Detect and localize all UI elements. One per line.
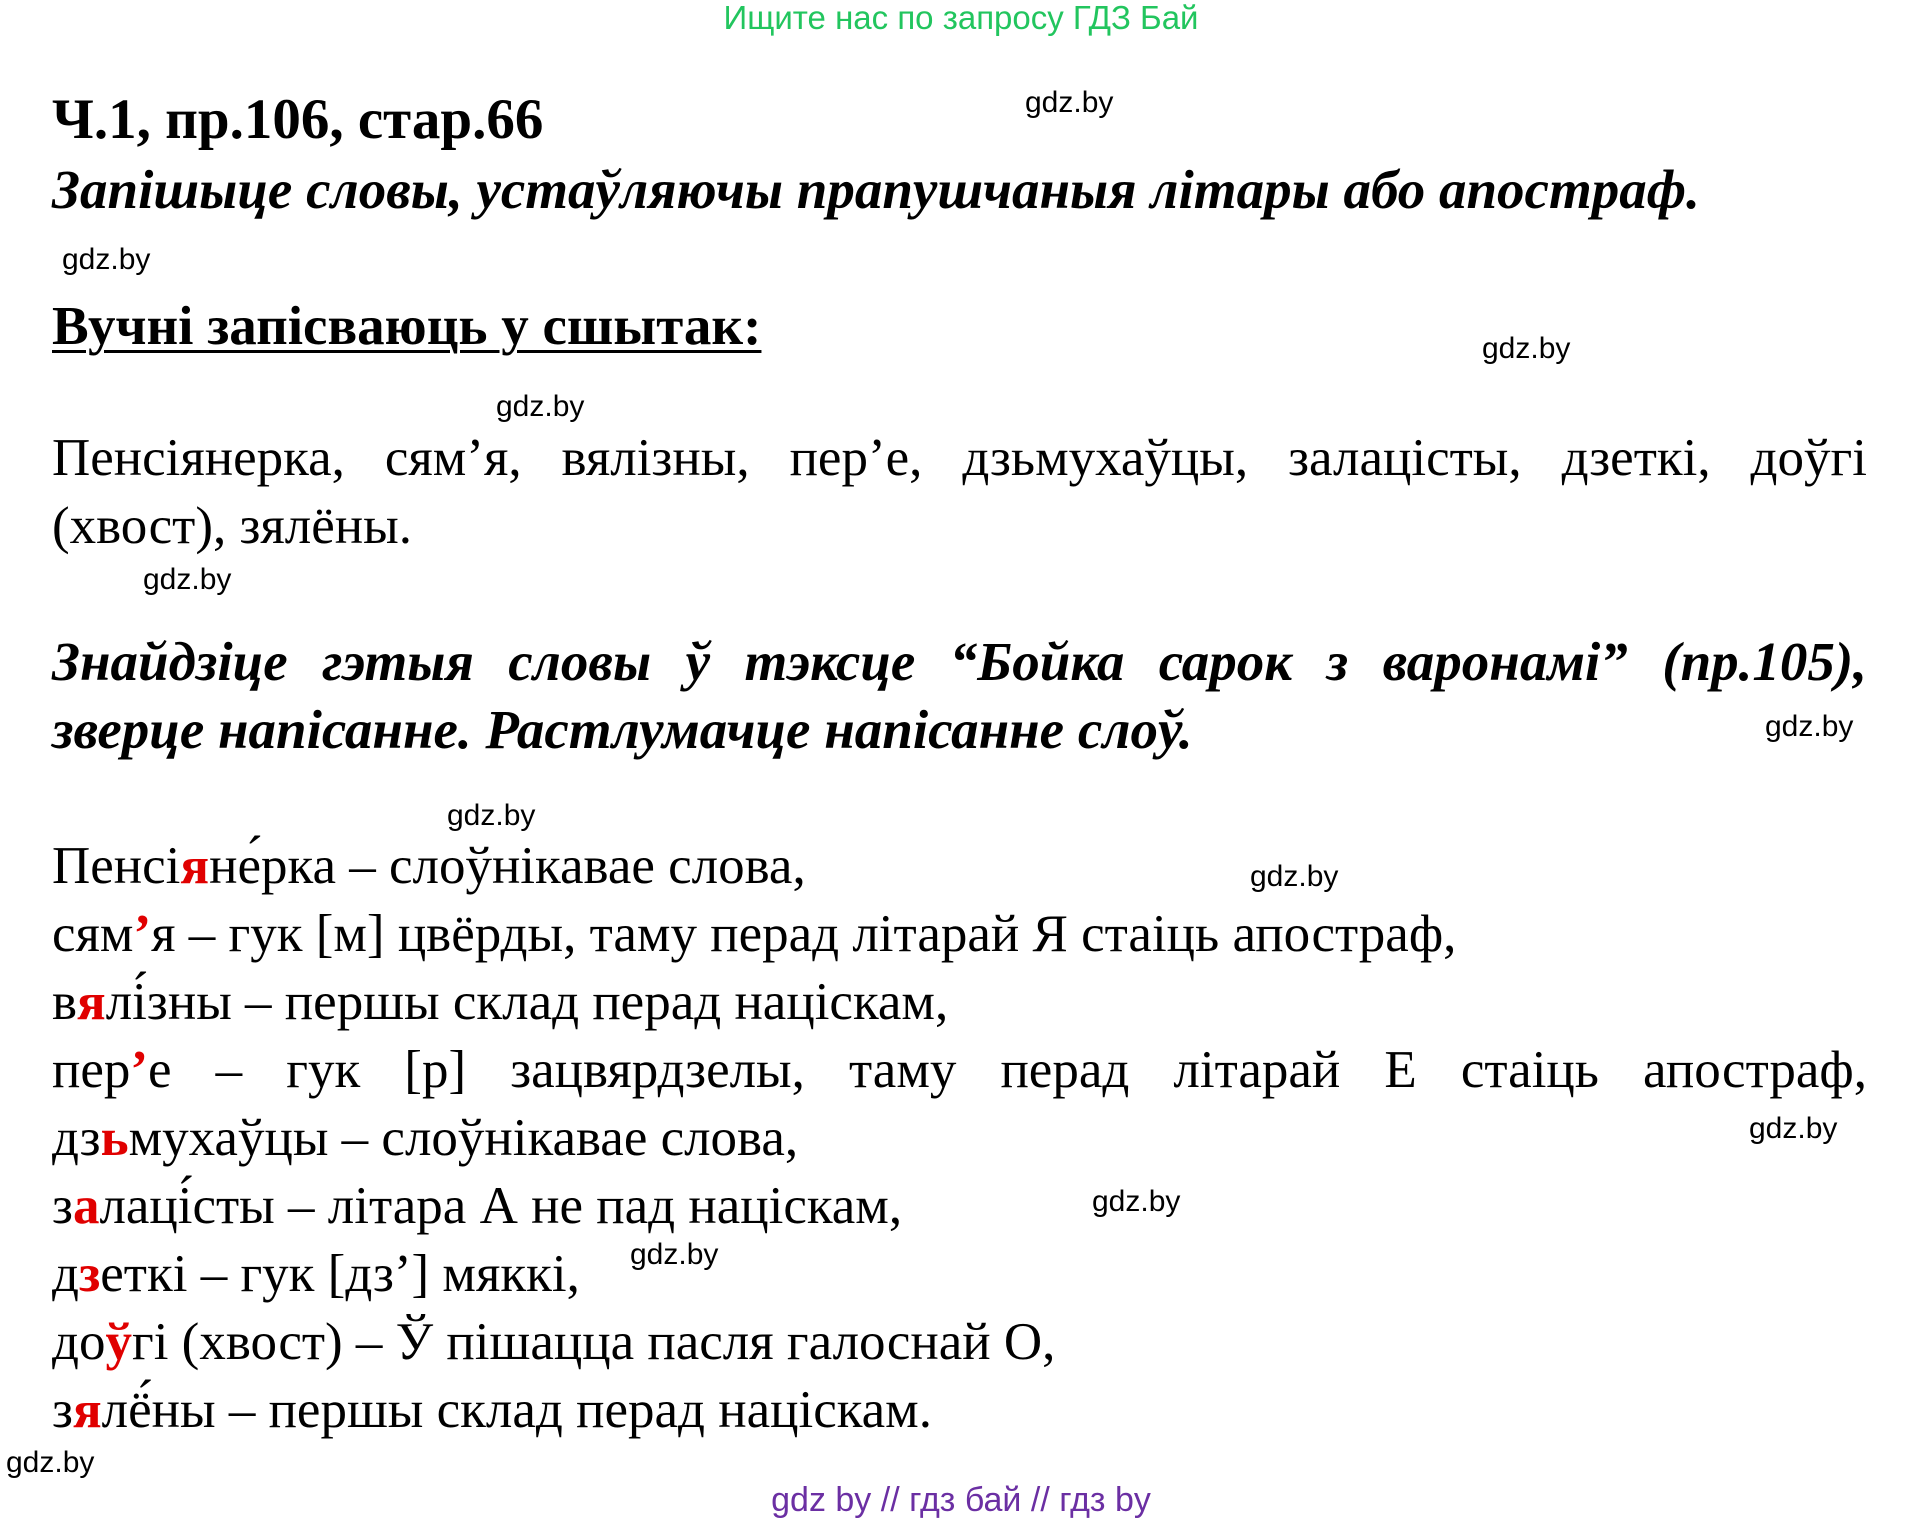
watermark: gdz.by: [6, 1446, 95, 1479]
word-prefix: з: [52, 1381, 73, 1439]
word-prefix: з: [52, 1177, 73, 1235]
task-instruction: Запішыце словы, устаўляючы прапушчаныя літары або апостраф.: [52, 159, 1700, 220]
top-banner[interactable]: Ищите нас по запросу ГДЗ Бай: [723, 0, 1199, 36]
watermark: gdz.by: [1092, 1185, 1181, 1218]
explanation-line: [52, 1242, 580, 1306]
explanation-text: е – гук [р] зацвярдзелы, таму перад літарай Е стаіць апостраф,: [148, 1041, 1867, 1099]
explanation-text: лаці́сты – літара А не пад націскам,: [99, 1177, 903, 1235]
explanation-line: [52, 1378, 932, 1442]
inserted-letter: з: [78, 1245, 101, 1303]
word-prefix: до: [52, 1313, 106, 1371]
inserted-letter: я: [72, 1381, 102, 1439]
inserted-letter: ’: [130, 1041, 149, 1099]
watermark: gdz.by: [1482, 332, 1571, 365]
task-instruction: зверце напісанне. Растлумачце напісанне слоў.: [52, 699, 1193, 760]
word-prefix: в: [52, 973, 78, 1031]
watermark: gdz.by: [1250, 860, 1339, 893]
explanation-text: мухаўцы – слоўнікавае слова,: [128, 1109, 799, 1167]
inserted-letter: я: [180, 837, 210, 895]
explanation-line: [52, 1106, 798, 1170]
explanation-line: [52, 834, 806, 898]
word-prefix: дз: [52, 1109, 101, 1167]
word-prefix: д: [52, 1245, 79, 1303]
explanation-text: еткі – гук [дз’] мяккі,: [100, 1245, 580, 1303]
explanation-text: гі (хвост) – Ў пішацца пасля галоснай О,: [131, 1313, 1056, 1371]
explanation-line: [52, 1038, 1867, 1102]
watermark: gdz.by: [143, 563, 232, 596]
inserted-letter: ў: [105, 1313, 132, 1371]
word-prefix: сям: [52, 905, 134, 963]
subheading: Вучні запісваюць у сшытак:: [52, 295, 762, 356]
watermark: gdz.by: [496, 390, 585, 423]
watermark: gdz.by: [1765, 710, 1854, 743]
answer-line: (хвост), зялёны.: [52, 497, 412, 555]
watermark: gdz.by: [447, 799, 536, 832]
page-title: Ч.1, пр.106, стар.66: [52, 88, 544, 151]
answer-line: Пенсіянерка, сям’я, вялізны, пер’е, дзьмухаўцы, залацісты, дзеткі, доўгі: [52, 429, 1867, 487]
inserted-letter: а: [72, 1177, 100, 1235]
inserted-letter: я: [77, 973, 106, 1031]
footer-links[interactable]: gdz by // гдз бай // гдз by: [771, 1481, 1151, 1519]
explanation-text: лё́ны – першы склад перад націскам.: [101, 1381, 932, 1439]
explanation-text: я – гук [м] цвёрды, таму перад літарай Я стаіць апостраф,: [151, 905, 1457, 963]
explanation-line: [52, 1174, 902, 1238]
inserted-letter: ’: [133, 905, 152, 963]
explanation-line: [52, 1310, 1055, 1374]
watermark: gdz.by: [630, 1238, 719, 1271]
explanation-text: лі́зны – першы склад перад націскам,: [105, 973, 949, 1031]
inserted-letter: ь: [100, 1109, 129, 1167]
task-instruction: Знайдзіце гэтыя словы ў тэксце “Бойка сарок з варонамі” (пр.105),: [52, 631, 1867, 692]
watermark: gdz.by: [1025, 86, 1114, 119]
explanation-line: [52, 970, 948, 1034]
explanation-text: не́рка – слоўнікавае слова,: [209, 837, 806, 895]
word-prefix: пер: [52, 1041, 131, 1099]
explanation-line: [52, 902, 1456, 966]
watermark: gdz.by: [62, 243, 151, 276]
word-prefix: Пенсі: [52, 837, 181, 895]
watermark: gdz.by: [1749, 1112, 1838, 1145]
